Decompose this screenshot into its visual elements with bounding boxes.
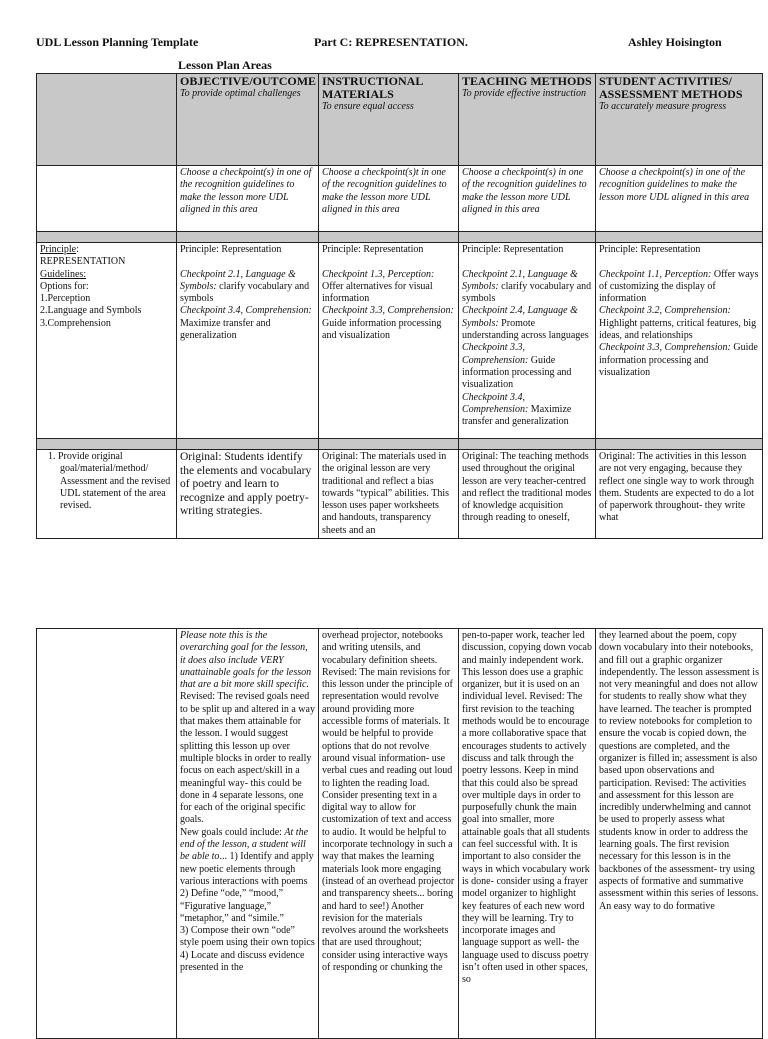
row-instruction: [37, 450, 177, 539]
column-title: TEACHING METHODS: [462, 74, 592, 88]
part-title: Part C: REPRESENTATION.: [314, 35, 468, 49]
checkpoint-desc: Maximize transfer and generalization: [462, 403, 572, 428]
principle-text: Principle: Representation: [462, 244, 564, 255]
methods-continued: pen-to-paper work, teacher led discussion, copying down vocab and mainly independent work. This lesson does use a graphic organizer, but it is used on an individual level. Revised: The first revision to the teaching methods would be to encourage a more collaborative space that encourages students to actively discuss and talk through the poetry lessons. Keep in mind that this could also be spread over multiple days in order to purposefully chunk the main goal into smaller, more attainable goals that all students can feel successful with. It is important to also consider the ways in which vocabulary work is done- consider using a frayer model organizer to highlight key features of each new word they will be learning. Try to incorporate images and language support as well- the language used to discuss poetry isn’t often used in other spaces, so: [459, 629, 596, 1039]
continued-row: [37, 629, 763, 1039]
checkpoint-desc: Guide information processing and visualization: [599, 342, 758, 378]
principle-text: Principle: Representation: [599, 244, 701, 255]
empty-cell: [37, 166, 177, 232]
checkpoint-name: Checkpoint 1.3, Perception:: [322, 268, 435, 280]
header-materials: [319, 74, 459, 166]
original-materials: Original: The materials used in the original lesson are very traditional and reflect a bias towards “typical” abilities. This lesson uses paper worksheets and handouts, transparency sheets and an: [319, 450, 459, 539]
new-goals-intro: New goals could include:: [180, 826, 285, 838]
activities-continued: they learned about the poem, copy down vocabulary into their notebooks, and fill out a graphic organizer independently. The lesson assessment is not very meaningful and does not allow for students to really show what they have learned. The teacher is prompted to review notebooks for completion to ensure the vocab is copied down, the questions are completed, and the organizer is filled in; assessment is also based upon observations and participation. Revised: The activities and assessment for this lesson are incredibly underwhelming and cannot be used to properly assess what students know in order to address the learning goals. The first revision necessary for this lesson is in the backbones of the assessment- try using aspects of formative and summative assessment within this series of lessons. An easy way to do formative: [596, 629, 763, 1039]
options-label: Options for:: [40, 280, 89, 292]
principle-label: Principle: [40, 244, 77, 255]
checkpoint-name: Checkpoint 3.3, Comprehension:: [462, 342, 529, 366]
checkpoints-materials: [319, 243, 459, 439]
checkpoint-name: Checkpoint 2.4, Language & Symbols:: [462, 305, 578, 329]
choose-checkpoint-row: [37, 166, 763, 232]
new-goal-2: 2) Define “ode,” “mood,” “Figurative language,” “metaphor,” and “simile.”: [180, 888, 284, 924]
option-item: 3.Comprehension: [40, 317, 111, 329]
principle-row: [37, 243, 763, 439]
principle-cell: Principle: REPRESENTATION Guidelines: Options for: 1.Perception 2.Language and Symbols 3.Comprehension: [37, 243, 177, 439]
original-methods: Original: The teaching methods used throughout the original lesson are very teacher-centred and reflect the traditional modes of knowledge acquisition through reading to oneself,: [459, 450, 596, 539]
column-subtitle: To ensure equal access: [322, 101, 414, 112]
empty-cell: [37, 629, 177, 1039]
original-objective: Original: Students identify the elements and vocabulary of poetry and learn to recognize and apply poetry-writing strategies.: [177, 450, 319, 539]
checkpoint-desc: clarify vocabulary and symbols: [462, 280, 592, 305]
guidelines-label: Guidelines:: [40, 268, 87, 280]
checkpoint-desc: Highlight patterns, critical features, big ideas, and relationships: [599, 317, 757, 342]
udl-table-page2: [36, 628, 763, 1039]
spacer-row: [37, 439, 763, 450]
choose-checkpoint-text: Choose a checkpoint(s) in one of the recognition guidelines to make the lesson more UDL aligned in this area: [177, 166, 319, 232]
checkpoints-methods: [459, 243, 596, 439]
header-methods: [459, 74, 596, 166]
checkpoint-desc: Guide information processing and visualization: [322, 317, 442, 342]
checkpoint-desc: Guide information processing and visualization: [462, 354, 572, 391]
checkpoint-name: Checkpoint 3.3, Comprehension:: [322, 305, 454, 317]
column-subtitle: To accurately measure progress: [599, 101, 727, 112]
original-row: [37, 450, 763, 539]
choose-checkpoint-text: Choose a checkpoint(s) in one of the recognition guidelines to make the lesson more UDL aligned in this area: [459, 166, 596, 232]
column-subtitle: To provide optimal challenges: [180, 88, 301, 99]
original-activities: Original: The activities in this lesson are not very engaging, because they reflect one single way to work through them. Students are expected to do a lot of paperwork throughout- they write what: [596, 450, 763, 539]
checkpoints-activities: [596, 243, 763, 439]
lesson-plan-areas-label: Lesson Plan Areas: [178, 58, 272, 72]
header-activities: [596, 74, 763, 166]
checkpoint-desc: Maximize transfer and generalization: [180, 317, 271, 342]
checkpoint-desc: Offer alternatives for visual information: [322, 280, 433, 305]
instruction-text: 1. Provide original goal/material/method/ Assessment and the revised UDL statement of the area revised.: [48, 451, 171, 512]
column-header-row: [37, 74, 763, 166]
spacer-row: [37, 232, 763, 243]
column-title: OBJECTIVE/OUTCOME: [180, 74, 317, 88]
checkpoint-name: Checkpoint 2.1, Language & Symbols:: [180, 268, 296, 292]
objective-note: Please note this is the overarching goal for the lesson, it does also include VERY unattainable goals for the lesson that are a bit more skill specific.: [180, 630, 312, 691]
checkpoint-name: Checkpoint 3.3, Comprehension:: [599, 342, 731, 354]
choose-checkpoint-text: Choose a checkpoint(s) in one of the recognition guidelines to make the lesson more UDL aligned in this area: [596, 166, 763, 232]
checkpoint-desc: clarify vocabulary and symbols: [180, 280, 310, 305]
column-title: STUDENT ACTIVITIES/ ASSESSMENT METHODS: [599, 74, 743, 101]
principle-value: REPRESENTATION: [40, 256, 126, 268]
new-goal-3: 3) Compose their own “ode” style poem using their own topics: [180, 925, 315, 949]
empty-header-cell: [37, 74, 177, 166]
checkpoint-desc: Offer ways of customizing the display of information: [599, 268, 759, 305]
new-goals-stem: At the end of the lesson, a student will be able to: [180, 826, 309, 863]
checkpoint-name: Checkpoint 3.2, Comprehension:: [599, 305, 731, 317]
checkpoints-objective: [177, 243, 319, 439]
choose-checkpoint-text: Choose a checkpoint(s)t in one of the recognition guidelines to make the lesson more UDL aligned in this area: [319, 166, 459, 232]
new-goal-1: ... 1) Identify and apply new poetic elements through various interactions with poems: [180, 851, 314, 887]
checkpoint-desc: Promote understanding across languages: [462, 317, 589, 342]
column-title: INSTRUCTIONAL MATERIALS: [322, 74, 423, 101]
option-item: 1.Perception: [40, 293, 91, 305]
checkpoint-name: Checkpoint 2.1, Language & Symbols:: [462, 268, 578, 292]
materials-continued: overhead projector, notebooks and writing utensils, and vocabulary definition sheets. Revised: The main revisions for this lesson under the principle of representation would revolve around providing more accessible forms of materials. It would be helpful to provide options that do not revolve around visual information- use verbal cues and reading out loud to lighten the reading load. Consider presenting text in a digital way to allow for customization of text and access to audio. It would be helpful to incorporate technology in such a way that makes the learning materials look more engaging (instead of an overhead projector and transparency sheets... boring and hard to see!) Another revision for the materials revolves around the worksheets that are used throughout; consider using interactive ways of responding or chunking the: [319, 629, 459, 1039]
option-item: 2.Language and Symbols: [40, 305, 142, 317]
objective-revised: Revised: The revised goals need to be split up and altered in a way that makes them attainable for the lesson. I would suggest splitting this lesson up over multiple blocks in order to really focus on each aspect/skill in a meaningful way- this could be done in 4 separate lessons, one for each of the original specific goals.: [180, 691, 315, 826]
udl-table-page1: [36, 73, 763, 539]
column-subtitle: To provide effective instruction: [462, 88, 586, 99]
new-goal-4: 4) Locate and discuss evidence presented in the: [180, 949, 305, 974]
checkpoint-name: Checkpoint 1.1, Perception:: [599, 268, 712, 280]
principle-text: Principle: Representation: [322, 244, 424, 255]
checkpoint-name: Checkpoint 3.4, Comprehension:: [180, 305, 312, 317]
author-name: Ashley Hoisington: [628, 35, 722, 49]
objective-continued: [177, 629, 319, 1039]
header-objective: [177, 74, 319, 166]
template-title: UDL Lesson Planning Template: [36, 35, 199, 49]
checkpoint-name: Checkpoint 3.4, Comprehension:: [462, 391, 529, 415]
principle-text: Principle: Representation: [180, 244, 282, 255]
